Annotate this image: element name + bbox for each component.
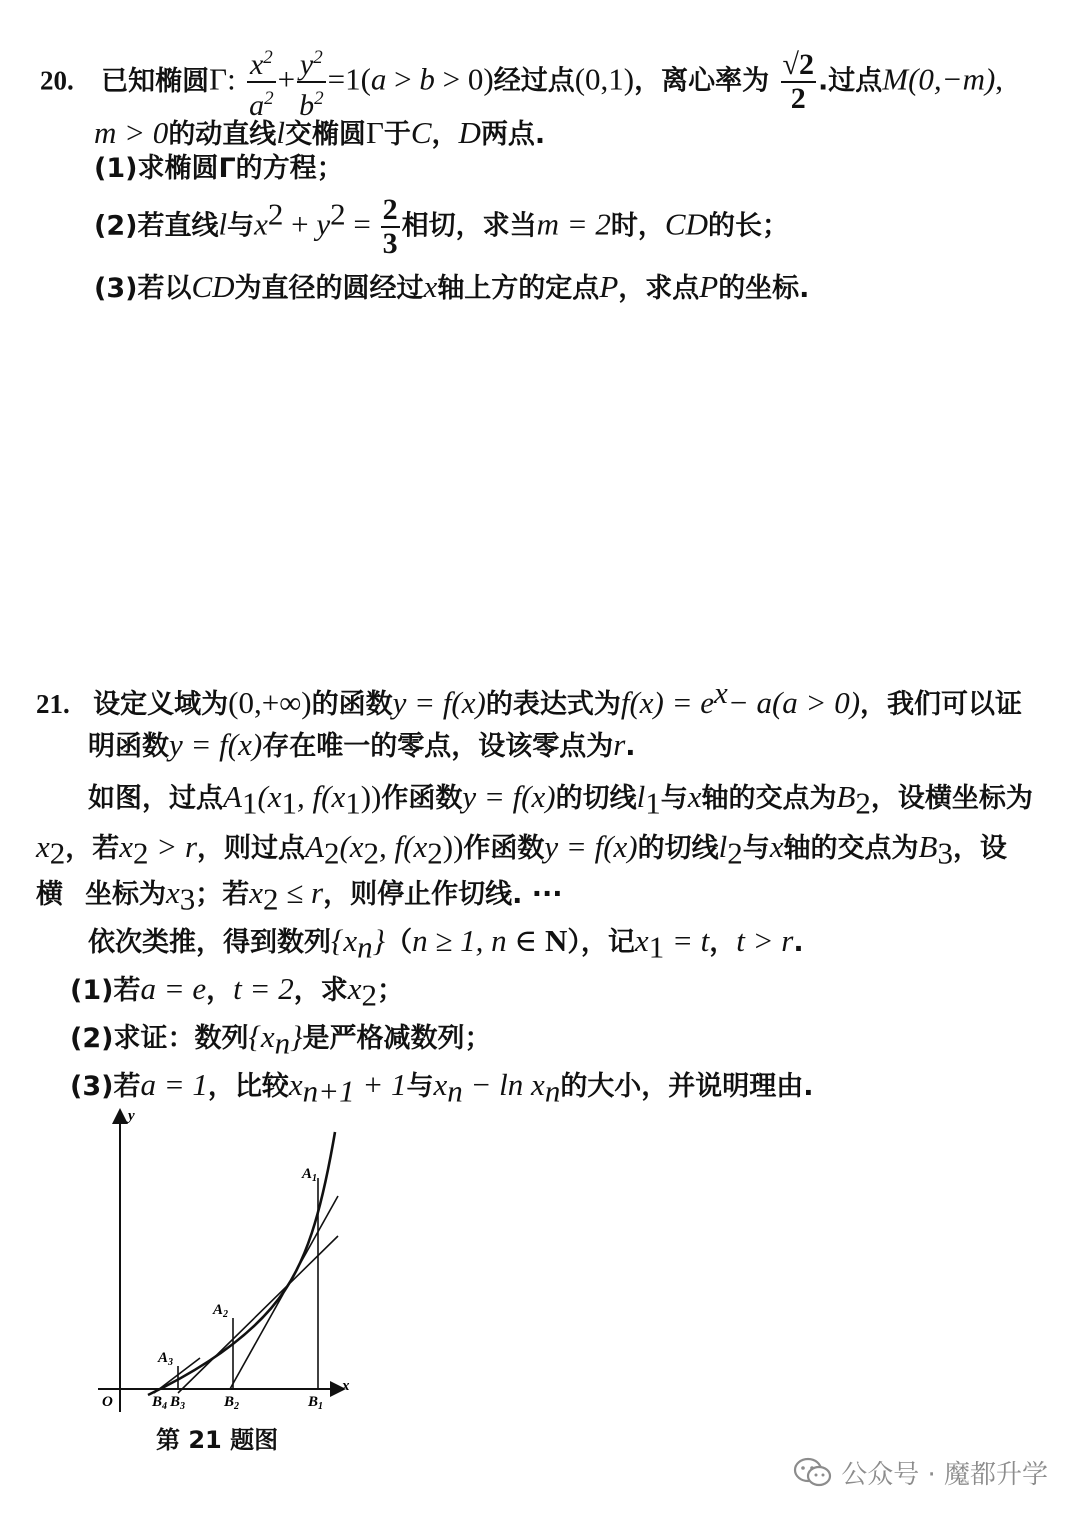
fraction-y2-b2: $\frac{y^2}{b^2}$ xyxy=(297,42,326,122)
q21-part-1: (1)若a = e，t = 2，求$x_2$； xyxy=(70,971,404,1013)
wechat-icon xyxy=(793,1456,833,1490)
fraction-x2-a2: $\frac{x^2}{a^2}$ xyxy=(247,42,276,122)
tangent-l1 xyxy=(230,1196,338,1389)
fraction-sqrt2-2: $\frac{√2}{2}$ xyxy=(782,48,814,115)
q21-line-6: 依次类推，得到数列$\{x_n\}(n \ge 1$, n ∈ N），记$x_1 = t$，t > r. xyxy=(88,923,804,965)
axis-x-label: x xyxy=(342,1378,350,1394)
q21-line-4: $x_2$，若$x_2 > r$，则过点$A_2(x_2$, $f(x_2)$)作函数y = f(x)的切线$l_2$与x轴的交点为$B_3$，设 xyxy=(36,829,1007,871)
tangent-l2 xyxy=(178,1236,338,1393)
point-label-b4: $B_4$ xyxy=(152,1394,168,1412)
q20-line-2: m > 0的动直线l交椭圆Γ于C，D两点. xyxy=(94,115,546,150)
q21-part-2: (2)求证：数列$\{x_n\}$是严格减数列； xyxy=(70,1019,492,1061)
q20-part-2: (2)若直线l与$x^2 + y^2$ = $\frac{2}{3}$ 相切，求当m = 2时，CD的长； xyxy=(94,193,789,260)
q21-line-3: 如图，过点$A_1(x_1$, $f(x_1)$)作函数y = f(x)的切线$l_1$与x轴的交点为$B_2$，设横坐标为 xyxy=(88,779,1033,821)
q21-figure xyxy=(80,1100,370,1420)
q21-number: 21. xyxy=(36,689,70,719)
point-label-b3: $B_3$ xyxy=(170,1394,186,1412)
origin-label: O xyxy=(102,1394,113,1410)
point-label-b2: $B_2$ xyxy=(224,1394,240,1412)
q20-line-1: 20. 已知椭圆Γ: $\frac{x^2}{a^2}$ + $\frac{y^2}{b^2}$ =1(a > b > 0)经过点(0,1)，离心率为 $\frac{√2}{2}$ .过点M(0,−m), xyxy=(40,42,1003,122)
q21-line-2: 明函数y = f(x)存在唯一的零点，设该零点为r. xyxy=(88,727,636,762)
q21-line-5: 横 坐标为$x_3$；若$x_2 \le r$，则停止作切线. ··· xyxy=(36,875,563,917)
figure-caption: 第 21 题图 xyxy=(156,1426,279,1454)
q20-part-3: (3)若以CD为直径的圆经过x轴上方的定点P，求点P的坐标. xyxy=(94,269,810,304)
q20-number: 20. xyxy=(40,65,74,96)
q21-part-3: (3)若a = 1，比较$x_{n+1} + 1$与$x_n - \ln x_n$的大小，并说明理由. xyxy=(70,1067,814,1109)
q21-line-1: 21. 设定义域为(0,+∞)的函数y = f(x)的表达式为$f(x) = e^x- a(a > 0)$，我们可以证 xyxy=(36,675,1023,720)
axis-y-label: y xyxy=(128,1108,135,1124)
point-label-a1: $A_1$ xyxy=(302,1166,318,1184)
point-label-a3: $A_3$ xyxy=(158,1350,174,1368)
fraction-2-3: $\frac{2}{3}$ xyxy=(382,193,398,260)
watermark xyxy=(793,1454,1048,1491)
point-label-b1: $B_1$ xyxy=(308,1394,324,1412)
watermark-text: 公众号 · 魔都升学 xyxy=(841,1460,1048,1490)
point-label-a2: $A_2$ xyxy=(213,1302,229,1320)
q20-part-1: (1)求椭圆Γ的方程； xyxy=(94,153,344,184)
